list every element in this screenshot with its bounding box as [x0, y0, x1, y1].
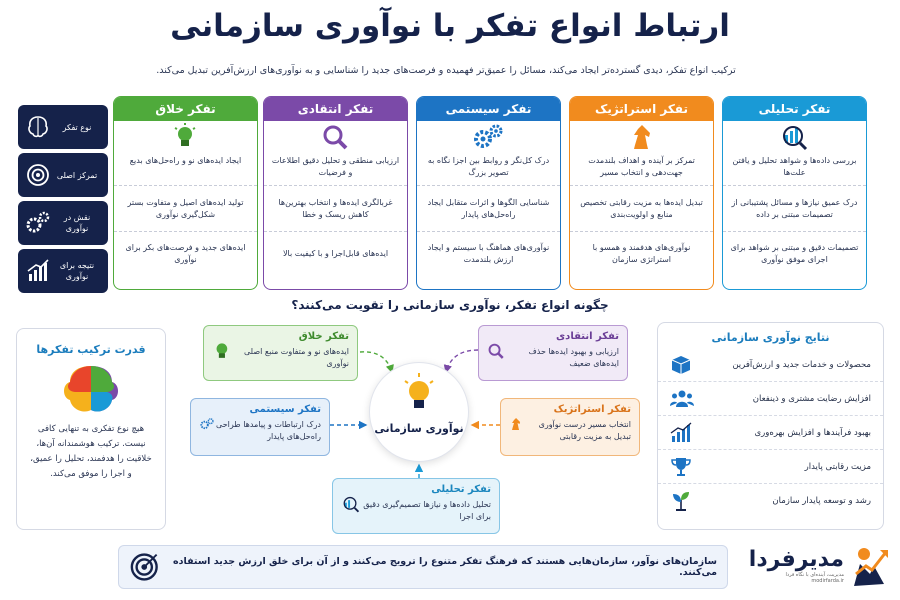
- card-focus: ارزیابی منطقی و تحلیل دقیق اطلاعات و فرضیات: [271, 156, 400, 177]
- card-result: ایده‌های جدید و فرصت‌های بکر برای نوآوری: [114, 231, 257, 275]
- results-item-text: افزایش رضایت مشتری و ذینفعان: [752, 393, 871, 404]
- results-item-text: بهبود فرآیندها و افزایش بهره‌وری: [754, 427, 871, 438]
- people-icon: [670, 389, 694, 409]
- center-innovation: [369, 362, 469, 462]
- results-title: نتایج نوآوری سازمانی: [711, 331, 830, 344]
- diagram-strategic-text: انتخاب مسیر درست نوآوری تبدیل به مزیت رقابتی: [538, 420, 631, 441]
- card-title: تفکر انتقادی: [264, 97, 407, 121]
- results-item: [658, 450, 883, 484]
- innovation-results-box: [657, 322, 884, 530]
- magnifier-icon: [487, 340, 505, 362]
- diagram-creative: [203, 325, 358, 381]
- banner-text: سازمان‌های نوآور، سازمان‌هایی هستند که فرهنگ تفکر متنوع را ترویج می‌کنند و از آن برای خلق ارزش جدید استفاده می‌کنند.: [173, 556, 717, 578]
- card-title: تفکر تحلیلی: [723, 97, 866, 121]
- diagram-systemic-title: تفکر سیستمی: [249, 404, 321, 415]
- card-role: غربالگری ایده‌ها و انتخاب بهترین‌ها کاهش ریسک و خطا: [264, 185, 407, 231]
- gears-icon: [199, 413, 215, 435]
- target-arrow-icon: [129, 551, 159, 583]
- card-result: ایده‌های قابل‌اجرا و با کیفیت بالا: [264, 231, 407, 275]
- diagram-strategic: [500, 398, 640, 456]
- logo-url: modirfarda.ir: [811, 578, 844, 584]
- diagram-systemic-text: درک ارتباطات و پیامدها طراحی راه‌حل‌های پایدار: [216, 420, 321, 441]
- results-item: [658, 484, 883, 518]
- row-label-text: تمرکز اصلی: [56, 170, 98, 180]
- row-label-text: نوع تفکر: [62, 122, 92, 132]
- diagram-creative-title: تفکر خلاق: [298, 331, 349, 342]
- trophy-icon: [670, 456, 692, 478]
- card-result: تصمیمات دقیق و مبتنی بر شواهد برای اجرای موفق نوآوری: [723, 231, 866, 275]
- card-focus: درک کل‌نگر و روابط بین اجزا نگاه به تصویر بزرگ: [427, 156, 550, 177]
- logo-tagline: مدیریت، آینده‌ای با نگاه فردا: [785, 572, 844, 578]
- bottom-banner: [118, 545, 728, 589]
- diagram-systemic: [190, 398, 330, 456]
- results-item-text: رشد و توسعه پایدار سازمان: [772, 496, 871, 506]
- bar-chart-icon: [670, 422, 692, 444]
- logo-mark-icon: [850, 544, 890, 588]
- results-item-text: محصولات و خدمات جدید و ارزش‌آفرین: [732, 359, 871, 370]
- results-item: [658, 382, 883, 416]
- card-role: شناسایی الگوها و اثرات متقابل ایجاد راه‌حل‌های پایدار: [417, 185, 560, 231]
- results-item-text: مزیت رقابتی پایدار: [804, 461, 871, 472]
- magnifier-chart-icon: [341, 493, 360, 515]
- page-subtitle: ترکیب انواع تفکر، دیدی گسترده‌تر ایجاد می‌کند، مسائل را عمیق‌تر فهمیده و فرصت‌های جدید را شناسایی و به نوآوری‌های ارزش‌آفرین تبدیل می‌کند.: [156, 65, 736, 76]
- row-label-text: نتیجه برای نوآوری: [59, 261, 95, 281]
- card-focus: تمرکز بر آینده و اهداف بلندمدت جهت‌دهی و انتخاب مسیر: [588, 156, 695, 177]
- lightbulb-icon: [402, 373, 436, 413]
- results-item: [658, 348, 883, 382]
- logo-name: مدیرفردا: [748, 547, 844, 572]
- diagram-creative-text: ایده‌های نو و متفاوت منبع اصلی نوآوری: [244, 347, 349, 368]
- lightbulb-icon: [212, 339, 232, 363]
- results-item: [658, 416, 883, 450]
- section-question: چگونه انواع تفکر، نوآوری سازمانی را تقویت می‌کنند؟: [291, 298, 609, 312]
- card-title: تفکر خلاق: [114, 97, 257, 121]
- page-title: ارتباط انواع تفکر با نوآوری سازمانی: [170, 8, 730, 44]
- card-focus: بررسی داده‌ها و شواهد تحلیل و یافتن علت‌ها: [732, 156, 857, 177]
- card-role: تبدیل ایده‌ها به مزیت رقابتی تخصیص منابع و اولویت‌بندی: [570, 185, 713, 231]
- card-result: نوآوری‌های هدفمند و همسو با استراتژی سازمان: [570, 231, 713, 275]
- diagram-critical-title: تفکر انتقادی: [556, 331, 619, 342]
- card-title: تفکر سیستمی: [417, 97, 560, 121]
- brand-logo: [734, 540, 890, 592]
- card-result: نوآوری‌های هماهنگ با سیستم و ایجاد ارزش بلندمدت: [417, 231, 560, 275]
- diagram-critical-text: ارزیابی و بهبود ایده‌ها حذف ایده‌های ضعیف: [528, 347, 619, 368]
- combination-body: هیچ نوع تفکری به تنهایی کافی نیست. ترکیب هوشمندانه آن‌ها، خلاقیت را هدفمند، تحلیل را عمیق، و اجرا را موفق می‌کند.: [30, 424, 152, 479]
- card-role: تولید ایده‌های اصیل و متفاوت بستر شکل‌گیری نوآوری: [114, 185, 257, 231]
- card-focus: ایجاد ایده‌های نو و راه‌حل‌های بدیع: [129, 156, 242, 165]
- diagram-strategic-title: تفکر استراتژیک: [553, 404, 631, 415]
- row-label-text: نقش در نوآوری: [63, 213, 91, 233]
- box-icon: [670, 354, 692, 376]
- card-title: تفکر استراتژیک: [570, 97, 713, 121]
- combination-title: قدرت ترکیب تفکرها: [36, 343, 146, 356]
- card-role: درک عمیق نیازها و مسائل پشتیبانی از تصمیمات مبتنی بر داده: [723, 185, 866, 231]
- chess-knight-icon: [509, 412, 522, 436]
- diagram-analytical-title: تفکر تحلیلی: [431, 484, 491, 495]
- diagram-analytical-text: تحلیل داده‌ها و نیازها تصمیم‌گیری دقیق برای اجرا: [363, 500, 491, 521]
- center-label: نوآوری سازمانی: [374, 422, 464, 435]
- diagram-analytical: [332, 478, 500, 534]
- plant-icon: [670, 490, 692, 512]
- diagram-critical: [478, 325, 628, 381]
